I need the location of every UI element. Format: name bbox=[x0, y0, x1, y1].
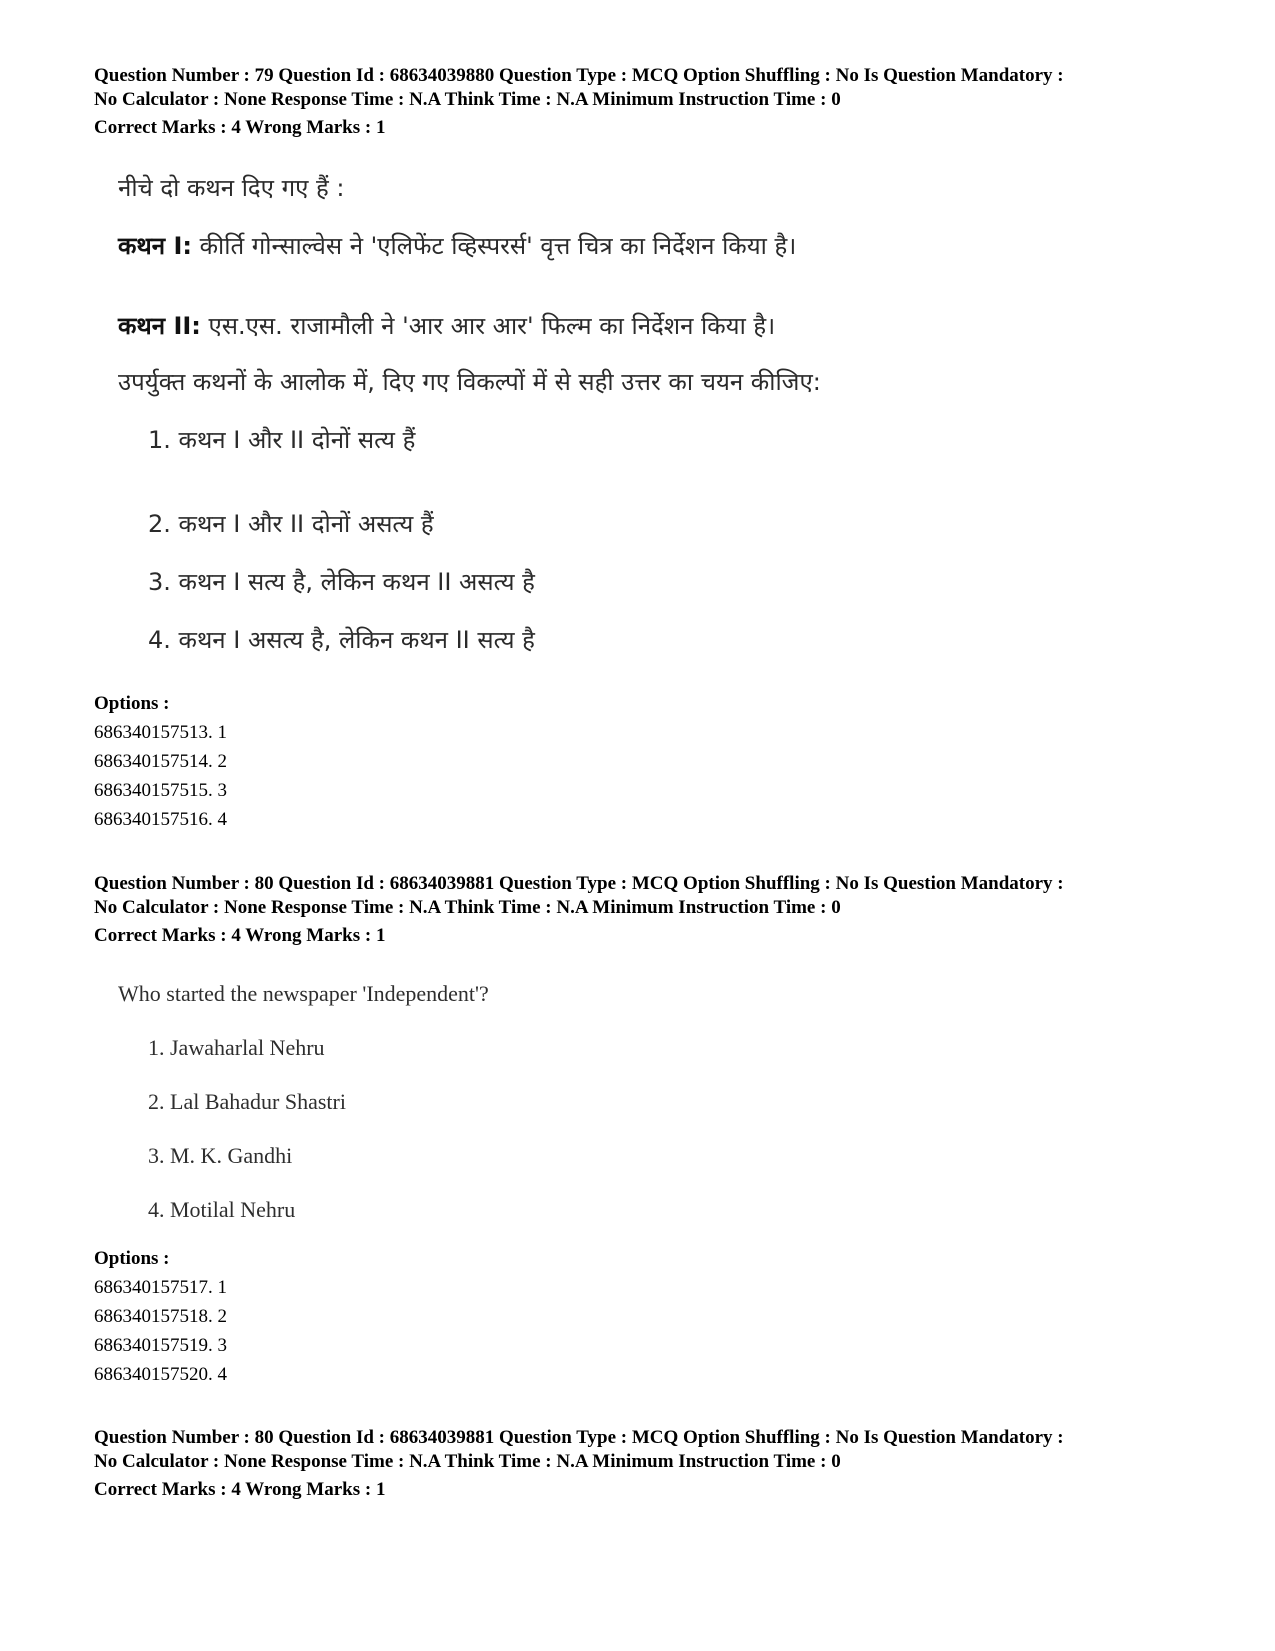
question-79-instruction: उपर्युक्त कथनों के आलोक में, दिए गए विकल्पों में से सही उत्तर का चयन कीजिए: bbox=[118, 368, 821, 396]
question-79-header-line1: Question Number : 79 Question Id : 68634039880 Question Type : MCQ Option Shuffling : No Is Question Mandatory : bbox=[94, 65, 1064, 86]
question-79-choice-2: 2. कथन I और II दोनों असत्य हैं bbox=[148, 510, 434, 538]
statement-2-text: एस.एस. राजामौली ने 'आर आर आर' फिल्म का निर्देशन किया है। bbox=[200, 312, 776, 340]
question-79-option-4: 686340157516. 4 bbox=[94, 809, 227, 830]
question-79-stem-intro: नीचे दो कथन दिए गए हैं : bbox=[118, 174, 345, 202]
statement-1-label: कथन I: bbox=[118, 232, 192, 260]
question-79-option-2: 686340157514. 2 bbox=[94, 751, 227, 772]
question-80b-header-line1: Question Number : 80 Question Id : 68634039881 Question Type : MCQ Option Shuffling : No Is Question Mandatory : bbox=[94, 1427, 1064, 1448]
question-79-choice-1: 1. कथन I और II दोनों सत्य हैं bbox=[148, 426, 416, 454]
question-80-option-1: 686340157517. 1 bbox=[94, 1277, 227, 1298]
question-80-option-2: 686340157518. 2 bbox=[94, 1306, 227, 1327]
question-80-options-label: Options : bbox=[94, 1248, 170, 1269]
question-79-statement-2 bbox=[118, 310, 775, 342]
question-80b-header-line2: No Calculator : None Response Time : N.A Think Time : N.A Minimum Instruction Time : 0 bbox=[94, 1451, 841, 1472]
statement-1-text: कीर्ति गोन्साल्वेस ने 'एलिफेंट व्हिस्परर्स' वृत्त चित्र का निर्देशन किया है। bbox=[191, 232, 797, 260]
question-80b-marks: Correct Marks : 4 Wrong Marks : 1 bbox=[94, 1479, 386, 1500]
statement-2-label: कथन II: bbox=[118, 312, 201, 340]
question-79-choice-3: 3. कथन I सत्य है, लेकिन कथन II असत्य है bbox=[148, 568, 535, 596]
question-80-option-4: 686340157520. 4 bbox=[94, 1364, 227, 1385]
question-80-header-line1: Question Number : 80 Question Id : 68634039881 Question Type : MCQ Option Shuffling : No Is Question Mandatory : bbox=[94, 873, 1064, 894]
question-80-header-line2: No Calculator : None Response Time : N.A Think Time : N.A Minimum Instruction Time : 0 bbox=[94, 897, 841, 918]
question-79-marks: Correct Marks : 4 Wrong Marks : 1 bbox=[94, 117, 386, 138]
question-79-option-1: 686340157513. 1 bbox=[94, 722, 227, 743]
question-80-option-3: 686340157519. 3 bbox=[94, 1335, 227, 1356]
question-80-marks: Correct Marks : 4 Wrong Marks : 1 bbox=[94, 925, 386, 946]
question-80-choice-4: 4. Motilal Nehru bbox=[148, 1197, 296, 1222]
question-79-header-line2: No Calculator : None Response Time : N.A Think Time : N.A Minimum Instruction Time : 0 bbox=[94, 89, 841, 110]
question-79-options-label: Options : bbox=[94, 693, 170, 714]
question-80-choice-1: 1. Jawaharlal Nehru bbox=[148, 1035, 325, 1060]
question-80-choice-2: 2. Lal Bahadur Shastri bbox=[148, 1089, 346, 1114]
question-79-option-3: 686340157515. 3 bbox=[94, 780, 227, 801]
question-80-choice-3: 3. M. K. Gandhi bbox=[148, 1143, 293, 1168]
question-79-choice-4: 4. कथन I असत्य है, लेकिन कथन II सत्य है bbox=[148, 626, 535, 654]
question-80-stem: Who started the newspaper 'Independent'? bbox=[118, 981, 489, 1006]
question-79-statement-1 bbox=[118, 230, 796, 262]
